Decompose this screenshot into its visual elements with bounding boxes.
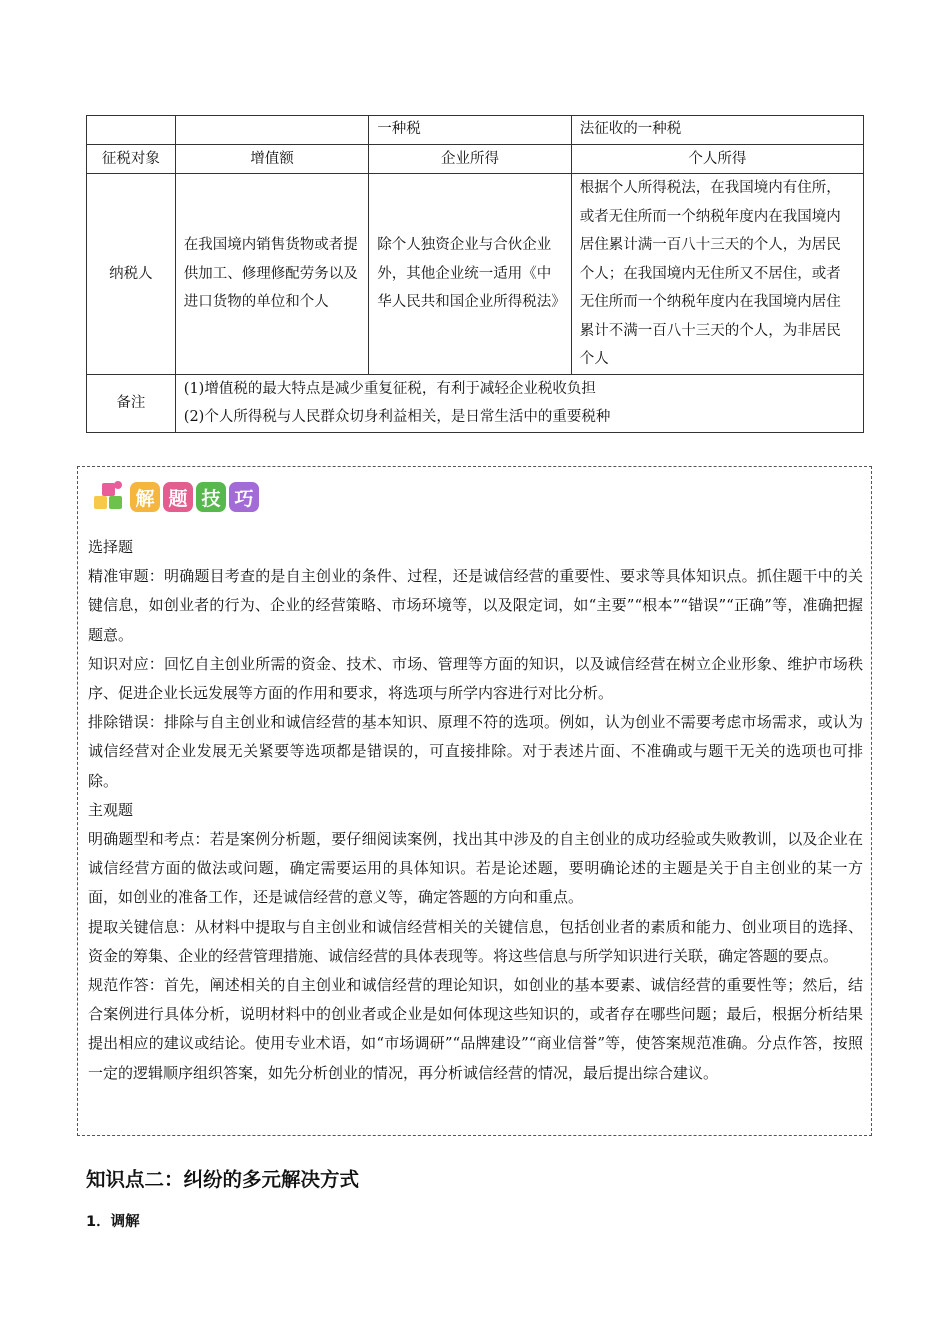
tips-title-char: 题 <box>163 482 193 512</box>
tips-paragraph: 排除错误：排除与自主创业和诚信经营的基本知识、原理不符的选项。例如，认为创业不需要考虑市场需求，或认为诚信经营对企业发展无关紧要等选项都是错误的，可直接排除。对于表述片面、不准确或与题干无关的选项也可排除。 <box>88 713 863 790</box>
table-cell: 在我国境内销售货物或者提供加工、修理修配劳务以及进口货物的单位和个人 <box>175 174 369 375</box>
table-row <box>87 145 864 174</box>
tax-comparison-table <box>86 115 864 433</box>
note-line: (2)个人所得税与人民群众切身利益相关，是日常生活中的重要税种 <box>183 409 611 425</box>
table-row-label: 纳税人 <box>87 174 176 375</box>
tips-paragraph: 规范作答：首先，阐述相关的自主创业和诚信经营的理论知识，如创业的基本要素、诚信经营的重要性等；然后，结合案例进行具体分析，说明材料中的创业者或企业是如何体现这些知识的，或者存在哪些问题；最后，根据分析结果提出相应的建议或结论。使用专业术语，如“市场调研”“品牌建设”“商业信誉”等，使答案规范准确。分点作答，按照一定的逻辑顺序组织答案，如先分析创业的情况，再分析诚信经营的情况，最后提出综合建议。 <box>88 976 863 1082</box>
table-cell <box>175 116 369 145</box>
table-cell: 根据个人所得税法，在我国境内有住所，或者无住所而一个纳税年度内在我国境内居住累计满一百八十三天的个人，为居民个人；在我国境内无住所又不居住，或者无住所而一个纳税年度内在我国境内居住累计不满一百八十三天的个人，为非居民个人 <box>571 174 863 375</box>
tips-header <box>92 479 262 515</box>
table-header-cell: 征税对象 <box>87 145 176 174</box>
tips-body <box>88 533 863 1088</box>
tips-paragraph: 明确题型和考点：若是案例分析题，要仔细阅读案例，找出其中涉及的自主创业的成功经验或失败教训，以及企业在诚信经营方面的做法或问题，确定需要运用的具体知识。若是论述题，要明确论述的主题是关于自主创业的某一方面，如创业的准备工作，还是诚信经营的意义等，确定答题的方向和重点。 <box>88 830 863 907</box>
table-cell: 一种税 <box>369 116 571 145</box>
table-header-cell: 增值额 <box>175 145 369 174</box>
tips-paragraph: 主观题 <box>88 800 134 819</box>
table-cell: 除个人独资企业与合伙企业外，其他企业统一适用《中华人民共和国企业所得税法》 <box>369 174 571 375</box>
tips-paragraph: 提取关键信息：从材料中提取与自主创业和诚信经营相关的关键信息，包括创业者的素质和能力、创业项目的选择、资金的筹集、企业的经营管理措施、诚信经营的具体表现等。将这些信息与所学知识进行关联，确定答题的要点。 <box>88 917 863 965</box>
table-cell: 法征收的一种税 <box>571 116 863 145</box>
section-title: 知识点二：纠纷的多元解决方式 <box>86 1168 360 1191</box>
table-cell <box>87 116 176 145</box>
tips-paragraph: 精准审题：明确题目考查的是自主创业的条件、过程，还是诚信经营的重要性、要求等具体知识点。抓住题干中的关键信息，如创业者的行为、企业的经营策略、市场环境等，以及限定词，如“主要”“根本”“错误”“正确”等，准确把握题意。 <box>88 567 863 644</box>
table-row-label: 备注 <box>87 374 176 432</box>
puzzle-icon <box>92 480 126 514</box>
table-header-cell: 企业所得 <box>369 145 571 174</box>
tips-title-char: 技 <box>196 482 226 512</box>
table-notes-cell <box>175 374 863 432</box>
tips-paragraph: 知识对应：回忆自主创业所需的资金、技术、市场、管理等方面的知识，以及诚信经营在树立企业形象、维护市场秩序、促进企业长远发展等方面的作用和要求，将选项与所学内容进行对比分析。 <box>88 654 863 703</box>
table-header-cell: 个人所得 <box>571 145 863 174</box>
subsection-title: 1．调解 <box>86 1214 140 1230</box>
note-line: (1)增值税的最大特点是减少重复征税，有利于减轻企业税收负担 <box>183 380 596 397</box>
tips-paragraph: 选择题 <box>88 538 134 556</box>
tips-title-char: 巧 <box>229 482 259 512</box>
table-row <box>87 116 864 145</box>
tips-title-char: 解 <box>130 482 160 512</box>
tips-box <box>77 466 872 1136</box>
table-row <box>87 174 864 375</box>
table-row <box>87 374 864 432</box>
